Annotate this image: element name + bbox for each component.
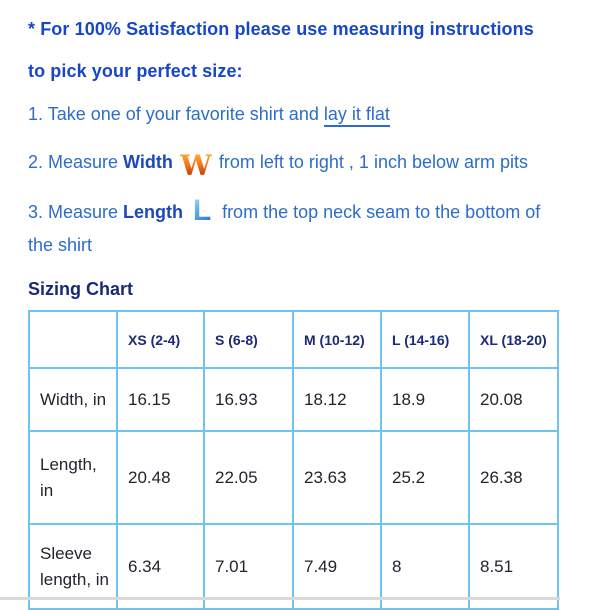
instruction-step-1 [28, 99, 574, 129]
column-header-m: M (10-12) [293, 311, 381, 368]
cell-sleeve-m: 7.49 [293, 524, 381, 609]
cell-width-xs: 16.15 [117, 368, 204, 431]
table-row-length [29, 431, 558, 524]
svg-text:W: W [180, 149, 212, 183]
cell-width-m: 18.12 [293, 368, 381, 431]
cell-sleeve-xl: 8.51 [469, 524, 558, 609]
step1-text: 1. Take one of your favorite shirt and [28, 104, 324, 124]
row-label-length: Length, in [29, 431, 117, 524]
cell-length-xs: 20.48 [117, 431, 204, 524]
svg-text:L: L [192, 194, 212, 227]
instruction-step-2 [28, 140, 574, 184]
width-keyword: Width [123, 152, 173, 172]
cell-length-l: 25.2 [381, 431, 469, 524]
length-letter-icon [190, 192, 215, 227]
length-keyword: Length [123, 202, 184, 222]
column-header-s: S (6-8) [204, 311, 293, 368]
sizing-chart-title: Sizing Chart [28, 279, 134, 299]
step2-suffix: from left to right , 1 inch below arm pits [213, 152, 529, 172]
table-header-row [29, 311, 558, 368]
column-header-blank [29, 311, 117, 368]
sizing-table [28, 310, 559, 610]
width-letter-icon [180, 144, 212, 182]
step3-text: 3. Measure [28, 202, 124, 222]
table-row-width [29, 368, 558, 431]
cell-width-s: 16.93 [204, 368, 293, 431]
column-header-l: L (14-16) [381, 311, 469, 368]
cell-sleeve-s: 7.01 [204, 524, 293, 609]
cell-width-l: 18.9 [381, 368, 469, 431]
header-line-1: * For 100% Satisfaction please use measuring instructions [28, 19, 534, 39]
instruction-step-3 [28, 192, 574, 262]
column-header-xl: XL (18-20) [469, 311, 558, 368]
row-label-width: Width, in [29, 368, 117, 431]
column-header-xs: XS (2-4) [117, 311, 204, 368]
cell-length-xl: 26.38 [469, 431, 558, 524]
cell-length-m: 23.63 [293, 431, 381, 524]
cell-width-xl: 20.08 [469, 368, 558, 431]
step2-text: 2. Measure [28, 152, 124, 172]
cell-length-s: 22.05 [204, 431, 293, 524]
step3-suffix-line1: from the top neck seam to the bottom of [217, 202, 541, 222]
cell-sleeve-xs: 6.34 [117, 524, 204, 609]
page-title [28, 8, 574, 92]
lay-it-flat-underlined-text: lay it flat [324, 104, 390, 127]
cell-sleeve-l: 8 [381, 524, 469, 609]
step3-suffix-line2: the shirt [28, 235, 93, 255]
header-line-2: to pick your perfect size: [28, 61, 243, 81]
row-label-sleeve-length: Sleeve length, in [29, 524, 117, 609]
